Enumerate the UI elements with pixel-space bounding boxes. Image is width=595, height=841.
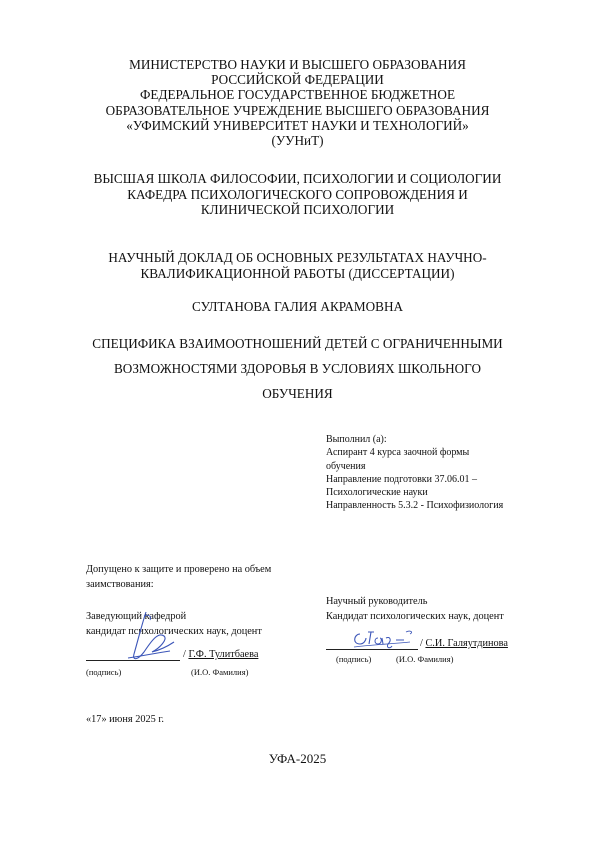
report-line: НАУЧНЫЙ ДОКЛАД ОБ ОСНОВНЫХ РЕЗУЛЬТАТАХ НАУЧНО-	[108, 250, 487, 265]
performer-line: Выполнил (а):	[326, 434, 387, 445]
head-signature-image	[108, 606, 188, 666]
performer-line: Аспирант 4 курса заочной формы	[326, 447, 470, 459]
header-line: МИНИСТЕРСТВО НАУКИ И ВЫСШЕГО ОБРАЗОВАНИЯ	[129, 57, 466, 72]
school-department	[0, 171, 595, 218]
performer-line: обучения	[326, 460, 366, 472]
head-position: Заведующий кафедрой	[86, 611, 187, 622]
school-line: КЛИНИЧЕСКОЙ ПСИХОЛОГИИ	[200, 202, 395, 218]
head-degree: кандидат психологических наук, доцент	[86, 626, 262, 637]
approval-date: «17» июня 2025 г.	[86, 714, 164, 725]
header-line: (УУНиТ)	[271, 133, 324, 149]
dissertation-topic	[0, 331, 595, 406]
head-name-caption: (И.О. Фамилия)	[191, 667, 249, 677]
supervisor-signature-caption: (подпись)	[336, 654, 372, 664]
topic-line: ВОЗМОЖНОСТЯМИ ЗДОРОВЬЯ В УСЛОВИЯХ ШКОЛЬНОГО	[114, 361, 481, 376]
topic-line: ОБУЧЕНИЯ	[262, 386, 333, 401]
supervisor-name-text: С.И. Галяутдинова	[425, 638, 508, 649]
performer-line: Психологические науки	[326, 487, 428, 499]
performer-line: Направленность 5.3.2 - Психофизиология	[326, 500, 504, 512]
head-name: / Г.Ф. Тулитбаева	[183, 649, 259, 660]
approval-text-line1: Допущено к защите и проверено на объем	[86, 564, 272, 575]
head-name-text: Г.Ф. Тулитбаева	[188, 649, 259, 660]
supervisor-signature-image	[350, 626, 420, 652]
performer-line: Направление подготовки 37.06.01 –	[326, 473, 478, 485]
school-line: КАФЕДРА ПСИХОЛОГИЧЕСКОГО СОПРОВОЖДЕНИЯ И	[127, 186, 468, 202]
header-line: «УФИМСКИЙ УНИВЕРСИТЕТ НАУКИ И ТЕХНОЛОГИЙ»	[126, 117, 469, 133]
ministry-header	[0, 57, 595, 148]
city-year: УФА-2025	[268, 751, 327, 766]
supervisor-name-caption: (И.О. Фамилия)	[396, 654, 454, 664]
header-line: ФЕДЕРАЛЬНОЕ ГОСУДАРСТВЕННОЕ БЮДЖЕТНОЕ	[139, 87, 455, 103]
performer-info	[326, 433, 503, 513]
author-name: СУЛТАНОВА ГАЛИЯ АКРАМОВНА	[191, 299, 404, 314]
header-line: РОССИЙСКОЙ ФЕДЕРАЦИИ	[211, 72, 384, 88]
topic-line: СПЕЦИФИКА ВЗАИМООТНОШЕНИЙ ДЕТЕЙ С ОГРАНИЧЕННЫМИ	[92, 336, 503, 351]
supervisor-degree: Кандидат психологических наук, доцент	[326, 611, 504, 622]
supervisor-title: Научный руководитель	[326, 596, 428, 607]
report-line: КВАЛИФИКАЦИОННОЙ РАБОТЫ (ДИССЕРТАЦИИ)	[140, 266, 455, 281]
school-line: ВЫСШАЯ ШКОЛА ФИЛОСОФИИ, ПСИХОЛОГИИ И СОЦИОЛОГИИ	[93, 171, 502, 186]
report-type	[0, 250, 595, 282]
approval-text-line2: заимствования:	[86, 579, 154, 590]
header-line: ОБРАЗОВАТЕЛЬНОЕ УЧРЕЖДЕНИЕ ВЫСШЕГО ОБРАЗОВАНИЯ	[105, 102, 490, 118]
head-signature-caption: (подпись)	[86, 667, 122, 677]
supervisor-name: / С.И. Галяутдинова	[420, 638, 508, 649]
